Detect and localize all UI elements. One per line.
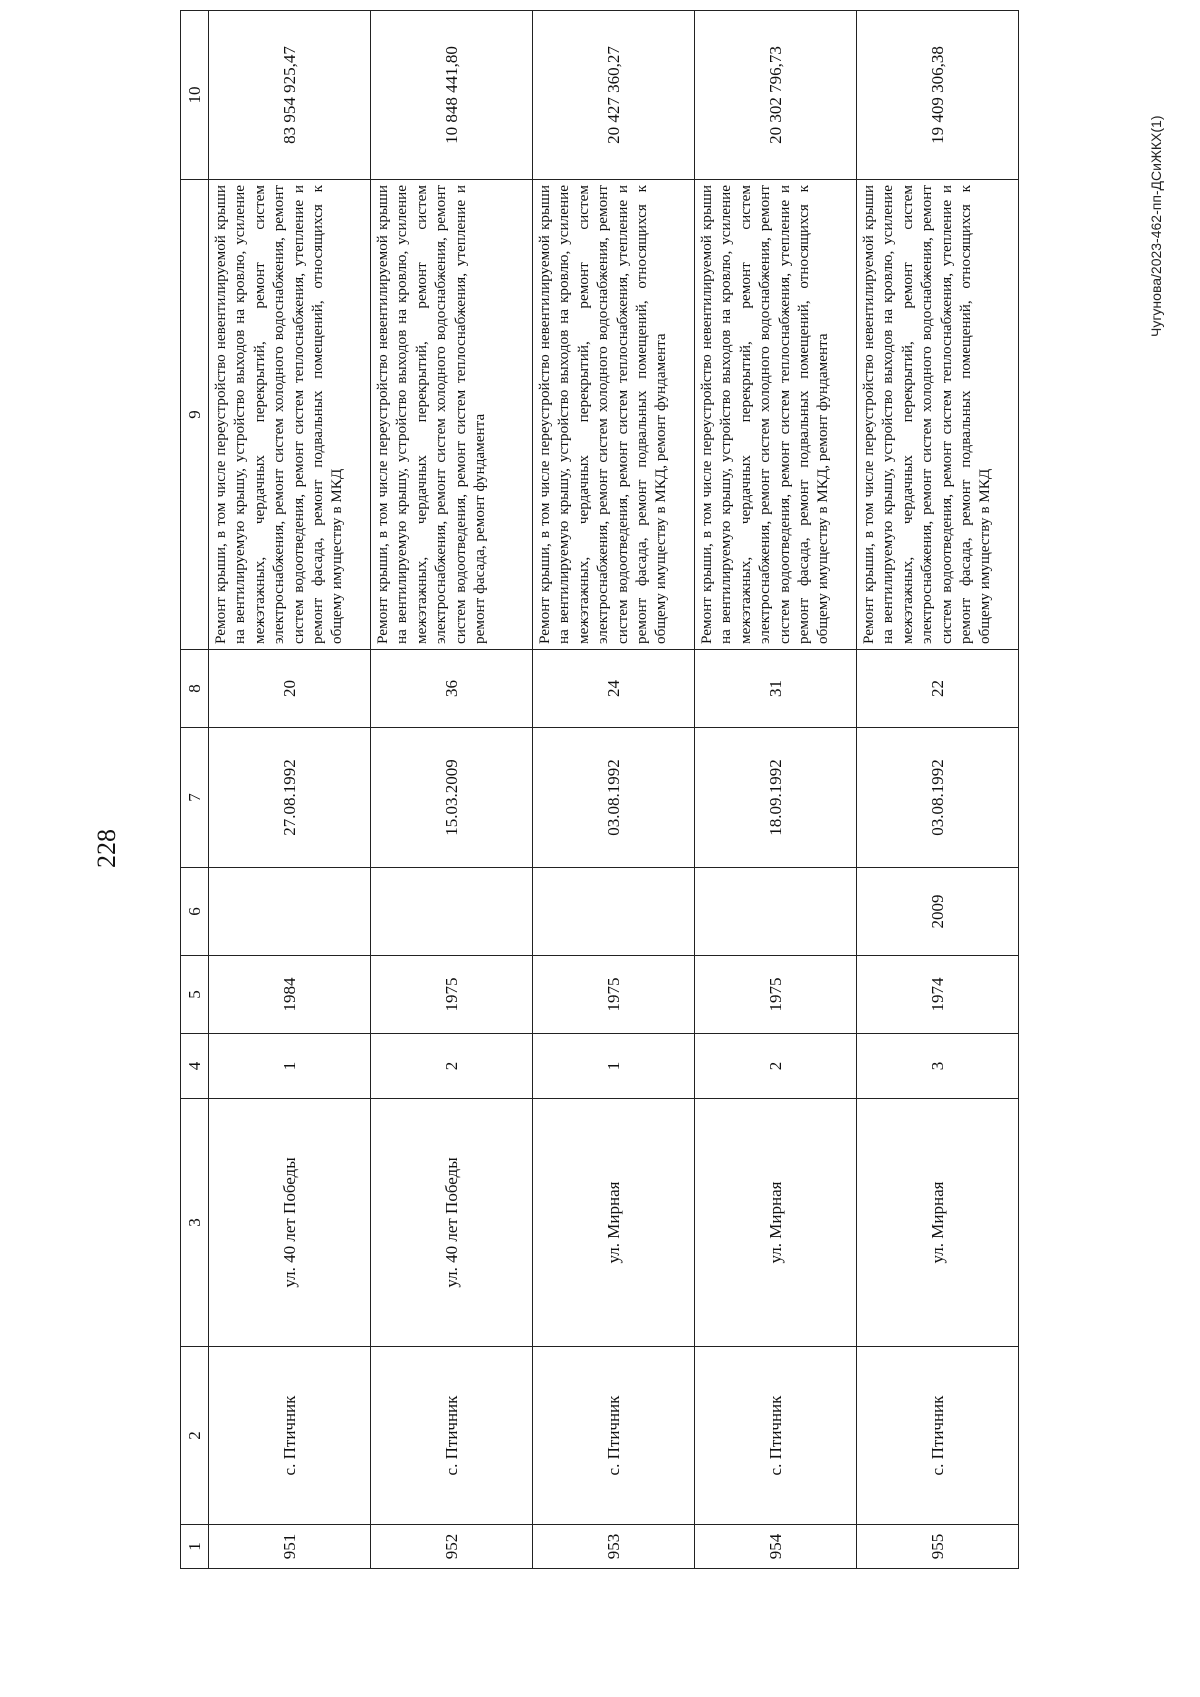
- works-description-cell: Ремонт крыши, в том числе переустройство невентилируемой крыши на вентилируемую крышу, устройство выходов на кровлю, усиление межэтажных, чердачных перекрытий, ремонт систем электроснабжения, ремонт систем холодного водоснабжения, ремонт систем водоотведения, ремонт систем теплоснабжения, утепление и ремонт фасада, ремонт подвальных помещений, относящихся к общему имуществу в МКД, ремонт фундамента: [533, 180, 695, 650]
- repair-register-table: [180, 10, 1019, 1569]
- table-row: [533, 11, 695, 1569]
- count-cell: 20: [209, 650, 371, 728]
- works-description-cell: Ремонт крыши, в том числе переустройство невентилируемой крыши на вентилируемую крышу, устройство выходов на кровлю, усиление межэтажных, чердачных перекрытий, ремонт систем электроснабжения, ремонт систем холодного водоснабжения, ремонт систем водоотведения, ремонт систем теплоснабжения, утепление и ремонт фасада, ремонт подвальных помещений, относящихся к общему имуществу в МКД, ремонт фундамента: [695, 180, 857, 650]
- year-reconstructed-cell: [533, 868, 695, 956]
- year-built-cell: 1975: [533, 956, 695, 1034]
- year-reconstructed-cell: [695, 868, 857, 956]
- row-number: 955: [857, 1525, 1019, 1569]
- settlement-cell: с. Птичник: [695, 1347, 857, 1525]
- date-cell: 27.08.1992: [209, 728, 371, 868]
- date-cell: 15.03.2009: [371, 728, 533, 868]
- settlement-cell: с. Птичник: [371, 1347, 533, 1525]
- column-header: 8: [181, 650, 209, 728]
- column-header: 10: [181, 11, 209, 180]
- row-number: 951: [209, 1525, 371, 1569]
- column-header: 7: [181, 728, 209, 868]
- date-cell: 03.08.1992: [533, 728, 695, 868]
- column-header: 4: [181, 1034, 209, 1099]
- works-description-cell: Ремонт крыши, в том числе переустройство невентилируемой крыши на вентилируемую крышу, устройство выходов на кровлю, усиление межэтажных, чердачных перекрытий, ремонт систем электроснабжения, ремонт систем холодного водоснабжения, ремонт систем водоотведения, ремонт систем теплоснабжения, утепление и ремонт фасада, ремонт подвальных помещений, относящихся к общему имуществу в МКД: [857, 180, 1019, 650]
- document-code: Чугунова/2023-462-пп-ДСиЖКХ(1): [1148, 115, 1164, 337]
- column-header: 6: [181, 868, 209, 956]
- street-cell: ул. 40 лет Победы: [209, 1099, 371, 1347]
- settlement-cell: с. Птичник: [209, 1347, 371, 1525]
- street-cell: ул. Мирная: [695, 1099, 857, 1347]
- house-number-cell: 2: [695, 1034, 857, 1099]
- date-cell: 18.09.1992: [695, 728, 857, 868]
- house-number-cell: 1: [533, 1034, 695, 1099]
- year-built-cell: 1984: [209, 956, 371, 1034]
- row-number: 954: [695, 1525, 857, 1569]
- year-reconstructed-cell: [209, 868, 371, 956]
- street-cell: ул. Мирная: [533, 1099, 695, 1347]
- table-row: [695, 11, 857, 1569]
- count-cell: 24: [533, 650, 695, 728]
- street-cell: ул. Мирная: [857, 1099, 1019, 1347]
- house-number-cell: 2: [371, 1034, 533, 1099]
- column-header: 9: [181, 180, 209, 650]
- count-cell: 31: [695, 650, 857, 728]
- amount-cell: 20 302 796,73: [695, 11, 857, 180]
- settlement-cell: с. Птичник: [533, 1347, 695, 1525]
- works-description-cell: Ремонт крыши, в том числе переустройство невентилируемой крыши на вентилируемую крышу, устройство выходов на кровлю, усиление межэтажных, чердачных перекрытий, ремонт систем электроснабжения, ремонт систем холодного водоснабжения, ремонт систем водоотведения, ремонт систем теплоснабжения, утепление и ремонт фасада, ремонт подвальных помещений, относящихся к общему имуществу в МКД: [209, 180, 371, 650]
- amount-cell: 20 427 360,27: [533, 11, 695, 180]
- amount-cell: 83 954 925,47: [209, 11, 371, 180]
- amount-cell: 10 848 441,80: [371, 11, 533, 180]
- settlement-cell: с. Птичник: [857, 1347, 1019, 1525]
- table-row: [857, 11, 1019, 1569]
- year-built-cell: 1975: [371, 956, 533, 1034]
- row-number: 953: [533, 1525, 695, 1569]
- house-number-cell: 3: [857, 1034, 1019, 1099]
- header-row: [181, 11, 209, 1569]
- count-cell: 22: [857, 650, 1019, 728]
- column-header: 2: [181, 1347, 209, 1525]
- year-reconstructed-cell: [371, 868, 533, 956]
- year-reconstructed-cell: 2009: [857, 868, 1019, 956]
- date-cell: 03.08.1992: [857, 728, 1019, 868]
- table-row: [371, 11, 533, 1569]
- column-header: 1: [181, 1525, 209, 1569]
- street-cell: ул. 40 лет Победы: [371, 1099, 533, 1347]
- row-number: 952: [371, 1525, 533, 1569]
- column-header: 5: [181, 956, 209, 1034]
- column-header: 3: [181, 1099, 209, 1347]
- year-built-cell: 1974: [857, 956, 1019, 1034]
- works-description-cell: Ремонт крыши, в том числе переустройство невентилируемой крыши на вентилируемую крышу, устройство выходов на кровлю, усиление межэтажных, чердачных перекрытий, ремонт систем электроснабжения, ремонт систем холодного водоснабжения, ремонт систем водоотведения, ремонт систем теплоснабжения, утепление и ремонт фасада, ремонт фундамента: [371, 180, 533, 650]
- table-row: [209, 11, 371, 1569]
- amount-cell: 19 409 306,38: [857, 11, 1019, 180]
- house-number-cell: 1: [209, 1034, 371, 1099]
- page-number: 228: [92, 829, 121, 868]
- count-cell: 36: [371, 650, 533, 728]
- year-built-cell: 1975: [695, 956, 857, 1034]
